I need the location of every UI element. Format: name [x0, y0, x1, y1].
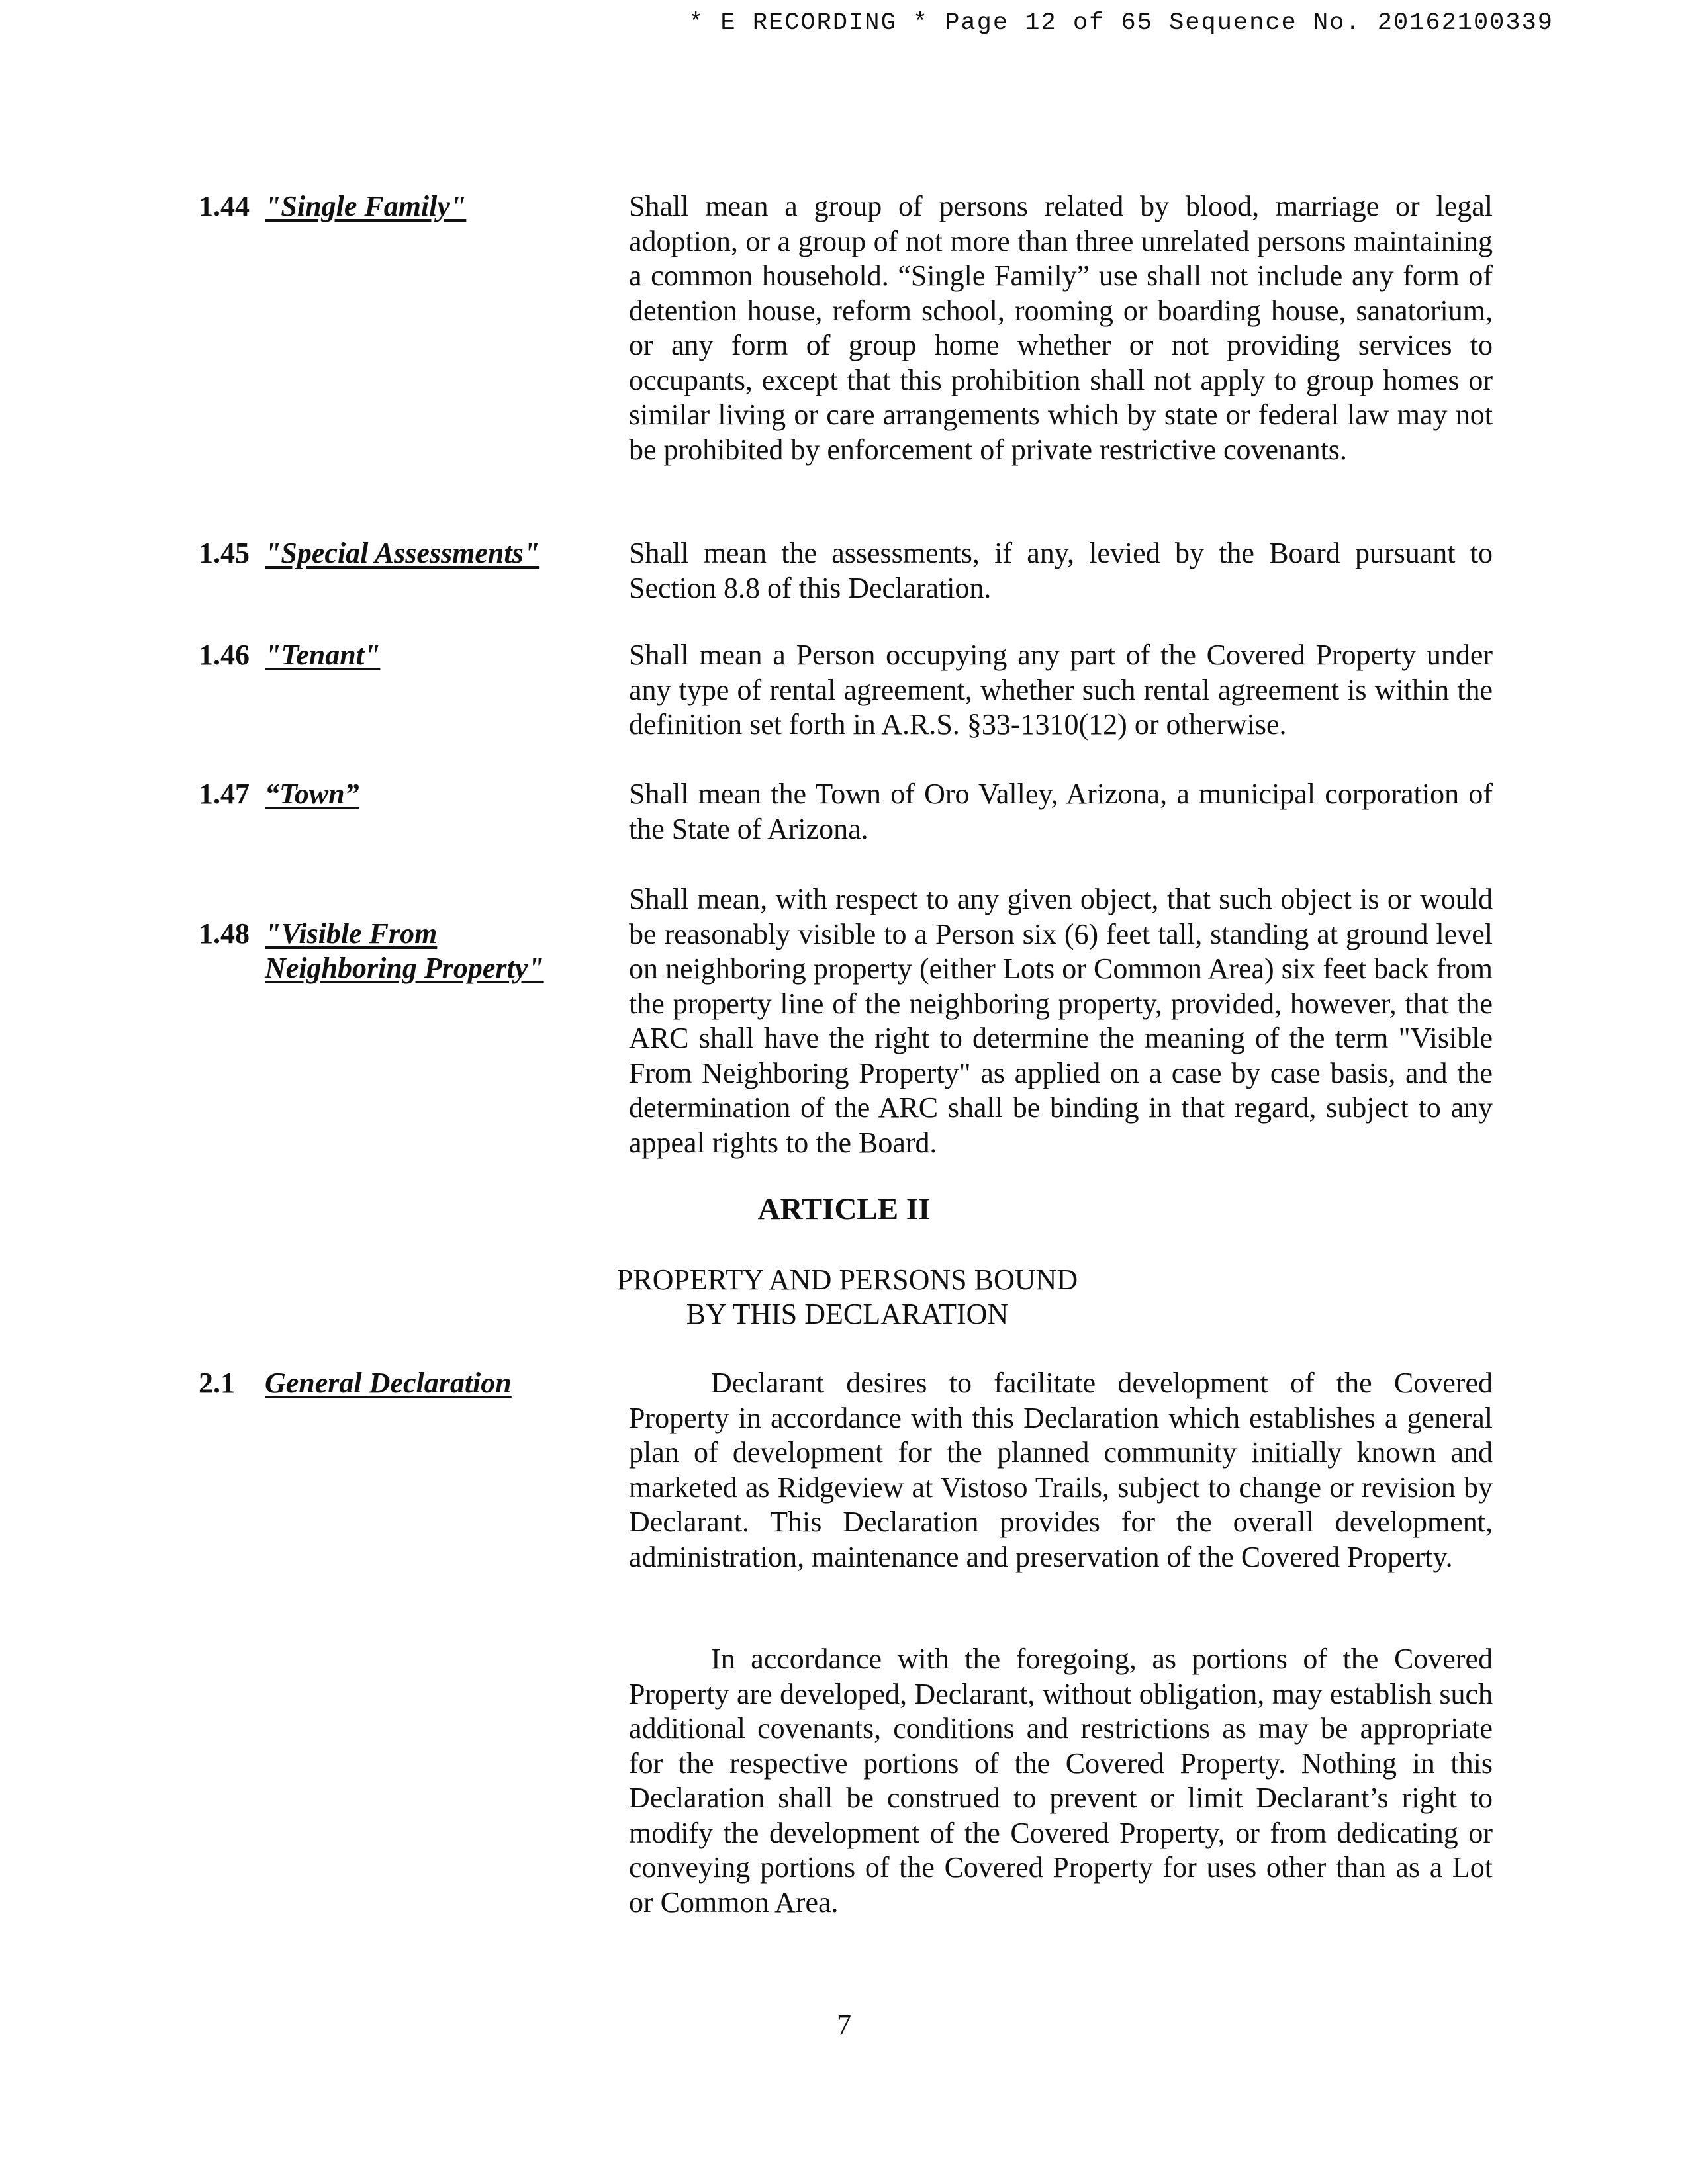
recording-header: * E RECORDING * Page 12 of 65 Sequence No. 20162100339	[688, 9, 1554, 37]
section-2-1-paragraph-1: Declarant desires to facilitate development of the Covered Property in accordance with this Declaration which establishes a general plan of development for the planned community initially known and marketed as Ridgeview at Vistoso Trails, subject to change or revision by Declarant. This Declaration provides for the overall development, administration, maintenance and preservation of the Covered Property.	[629, 1367, 1493, 1573]
article-subtitle-line2: BY THIS DECLARATION	[686, 1298, 1009, 1330]
definition-text: Shall mean a group of persons related by blood, marriage or legal adoption, or a group of not more than three unrelated persons maintaining a common household. “Single Family” use shall not include any form of detention house, reform school, rooming or boarding house, sanatorium, or any form of group home whether or not providing services to occupants, except that this prohibition shall not apply to group homes or similar living or care arrangements which by state or federal law may not be prohibited by enforcement of private restrictive covenants.	[629, 190, 1493, 466]
section-2-1-paragraph-2: In accordance with the foregoing, as portions of the Covered Property are developed, Declarant, without obligation, may establish such additional covenants, conditions and restrictions as may be appropriate for the respective portions of the Covered Property. Nothing in this Declaration shall be construed to prevent or limit Declarant’s right to modify the development of the Covered Property, or from dedicating or conveying portions of the Covered Property for uses other than as a Lot or Common Area.	[629, 1643, 1493, 1919]
definition-title: "Single Family"	[265, 190, 467, 222]
definition-term	[199, 917, 596, 985]
definition-text: Shall mean, with respect to any given object, that such object is or would be reasonably visible to a Person six (6) feet tall, standing at ground level on neighboring property (either Lots or Common Area) six feet back from the property line of the neighboring property, provided, however, that the ARC shall have the right to determine the meaning of the term "Visible From Neighboring Property" as applied on a case by case basis, and the determination of the ARC shall be binding in that regard, subject to any appeal rights to the Board.	[629, 883, 1493, 1159]
definition-number: 1.48	[199, 917, 250, 950]
definition-number: 1.47	[199, 778, 250, 810]
definition-term	[199, 777, 596, 811]
definition-number: 1.45	[199, 537, 250, 569]
page-number: 7	[837, 2009, 851, 2041]
definition-text: Shall mean a Person occupying any part of the Covered Property under any type of rental agreement, whether such rental agreement is within the definition set forth in A.R.S. §33-1310(12) or otherwise.	[629, 639, 1493, 741]
section-title: General Declaration	[265, 1367, 512, 1399]
definition-title: “Town”	[265, 778, 359, 810]
article-heading: ARTICLE II	[757, 1192, 931, 1226]
definition-title-line2: Neighboring Property"	[265, 952, 544, 984]
definition-number: 1.44	[199, 190, 250, 222]
article-subtitle-line1: PROPERTY AND PERSONS BOUND	[616, 1263, 1078, 1296]
section-2-1-term	[199, 1366, 596, 1400]
article-subtitle	[596, 1263, 1099, 1332]
definition-title: "Special Assessments"	[265, 537, 540, 569]
definition-term	[199, 536, 596, 570]
definition-title-line1: "Visible From	[265, 917, 438, 950]
definition-text: Shall mean the assessments, if any, levied by the Board pursuant to Section 8.8 of this Declaration.	[629, 537, 1493, 604]
section-number: 2.1	[199, 1367, 235, 1399]
definition-term	[199, 189, 596, 224]
definition-term	[199, 638, 596, 672]
definition-number: 1.46	[199, 639, 250, 671]
definition-title: "Tenant"	[265, 639, 381, 671]
definition-text: Shall mean the Town of Oro Valley, Arizona, a municipal corporation of the State of Arizona.	[629, 778, 1493, 845]
